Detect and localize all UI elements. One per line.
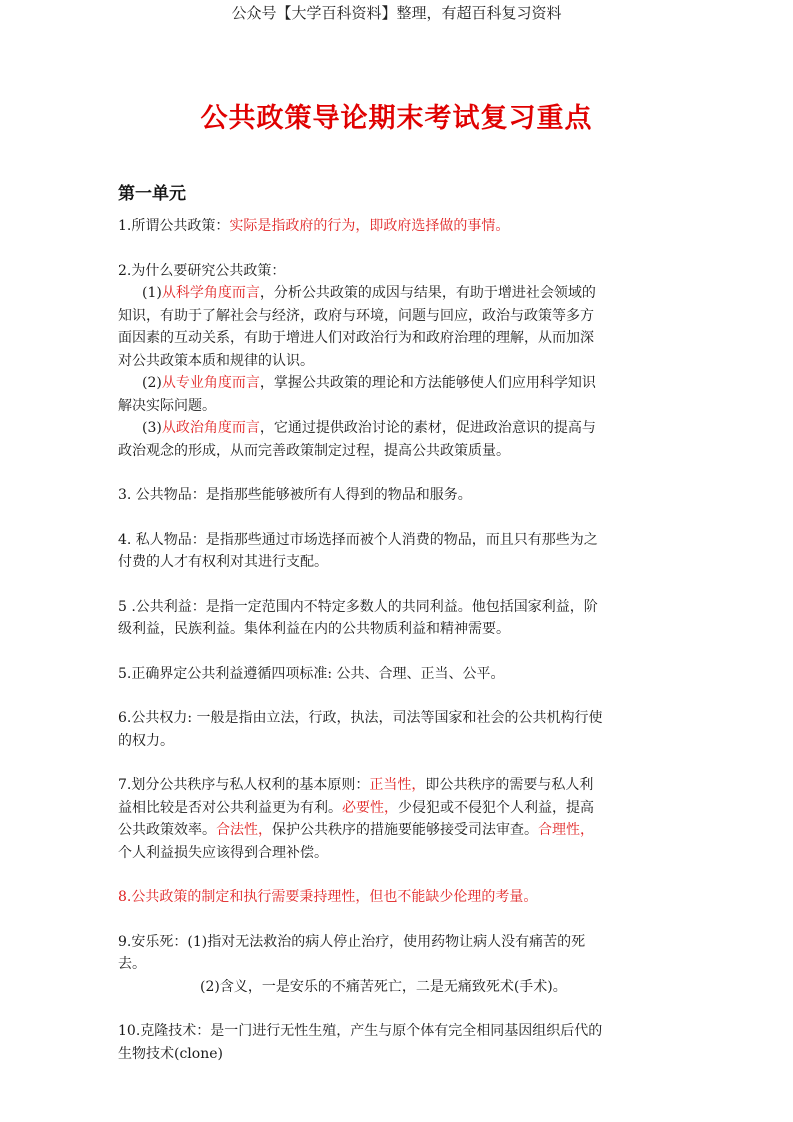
item-2-point-2 — [118, 372, 680, 395]
item-2-point-1-line-2: 知识，有助于了解社会与经济，政府与环境，问题与回应，政治与政策等多方 — [118, 307, 594, 324]
item-7-line-1 — [118, 774, 680, 797]
item-2-point-1-line-3: 面因素的互动关系，有助于增进人们对政治行为和政府治理的理解，从而加深 — [118, 330, 594, 346]
header-note: 公众号【大学百科资料】整理，有超百科复习资料 — [231, 4, 562, 22]
principle-legality: 合法性， — [216, 822, 272, 838]
item-2-point-1-line-4: 对公共政策本质和规律的认识。 — [118, 352, 314, 369]
document-title: 公共政策导论期末考试复习重点 — [200, 103, 593, 134]
item-6-line-1: 6.公共权力: 一般是指由立法，行政，执法，司法等国家和社会的公共机构行使 — [118, 710, 603, 726]
item-7 — [118, 774, 680, 864]
item-4 — [118, 529, 680, 574]
item-10-line-2: 生物技术(clone) — [118, 1045, 223, 1062]
item-9-line-3: (2)含义，一是安乐的不痛苦死亡，二是无痛致死术(手术)。 — [200, 978, 567, 995]
item-7-text: 益相比较是否对公共利益更为有利。 — [118, 799, 342, 816]
item-8-line — [118, 886, 680, 909]
item-1 — [118, 215, 680, 238]
point-text: ，分析公共政策的成因与结果，有助于增进社会领域的 — [259, 285, 596, 301]
item-7-text: 7.划分公共秩序与私人权利的基本原则： — [118, 777, 370, 793]
item-5b-text: 5.正确界定公共利益遵循四项标准: 公共、合理、正当、公平。 — [118, 665, 505, 682]
point-emphasis: 从政治角度而言 — [161, 420, 260, 436]
item-2-point-2-line-2: 解决实际问题。 — [118, 397, 216, 414]
item-2-label: 2.为什么要研究公共政策： — [118, 262, 286, 279]
item-1-definition: 实际是指政府的行为，即政府选择做的事情。 — [229, 218, 510, 234]
point-number: (3) — [142, 420, 162, 436]
item-6 — [118, 707, 680, 752]
principle-necessity: 必要性， — [342, 799, 398, 816]
item-8 — [118, 886, 680, 909]
item-9 — [118, 931, 680, 999]
item-3-text: 3. 公共物品：是指那些能够被所有人得到的物品和服务。 — [118, 487, 472, 503]
item-10-line-1: 10.克隆技术：是一门进行无性生殖，产生与原个体有完全相同基因组织后代的 — [118, 1023, 603, 1039]
item-9-line-1: 9.安乐死：(1)指对无法救治的病人停止治疗，使用药物让病人没有痛苦的死 — [118, 933, 586, 950]
item-5a — [118, 596, 680, 641]
item-7-text: 公共政策效率。 — [118, 822, 216, 838]
document-body — [118, 215, 680, 1087]
item-7-text: 即公共秩序的需要与私人利 — [425, 777, 594, 793]
item-5b — [118, 663, 680, 686]
point-emphasis: 从专业角度而言 — [161, 375, 260, 391]
point-number: (1) — [142, 285, 162, 301]
point-number: (2) — [142, 375, 162, 391]
item-2-point-3-line-2: 政治观念的形成，从而完善政策制定过程，提高公共政策质量。 — [118, 442, 510, 459]
item-2-point-3 — [118, 417, 680, 440]
item-5a-line-1: 5 .公共利益：是指一定范围内不特定多数人的共同利益。他包括国家利益，阶 — [118, 598, 598, 615]
principle-reasonableness: 合理性， — [538, 822, 594, 838]
item-2 — [118, 260, 680, 463]
item-7-line-4: 个人利益损失应该得到合理补偿。 — [118, 844, 328, 861]
item-6-line-2: 的权力。 — [118, 732, 174, 749]
item-7-line-2 — [118, 797, 680, 820]
item-4-line-2: 付费的人才有权利对其进行支配。 — [118, 554, 328, 570]
item-9-line-2: 去。 — [118, 956, 146, 972]
item-7-text: 少侵犯或不侵犯个人利益，提高 — [398, 799, 594, 816]
item-7-text: 保护公共秩序的措施要能够接受司法审查。 — [272, 822, 538, 838]
item-8-text: 公共政策的制定和执行需要秉持理性，但也不能缺少伦理的考量。 — [131, 889, 538, 905]
point-text: ，它通过提供政治讨论的素材，促进政治意识的提高与 — [259, 420, 596, 436]
item-2-point-1 — [118, 282, 680, 305]
item-8-number: 8. — [118, 889, 132, 905]
item-4-line-1: 4. 私人物品：是指那些通过市场选择而被个人消费的物品，而且只有那些为之 — [118, 531, 598, 548]
section-heading: 第一单元 — [118, 184, 186, 204]
item-1-label: 1.所谓公共政策： — [118, 218, 230, 234]
point-emphasis: 从科学角度而言 — [161, 285, 260, 301]
principle-legitimacy: 正当性， — [369, 777, 426, 793]
item-10 — [118, 1020, 680, 1065]
point-text: ，掌握公共政策的理论和方法能够使人们应用科学知识 — [259, 375, 596, 391]
item-3 — [118, 484, 680, 507]
item-7-line-3 — [118, 819, 680, 842]
item-5a-line-2: 级利益，民族利益。集体利益在内的公共物质利益和精神需要。 — [118, 621, 510, 637]
